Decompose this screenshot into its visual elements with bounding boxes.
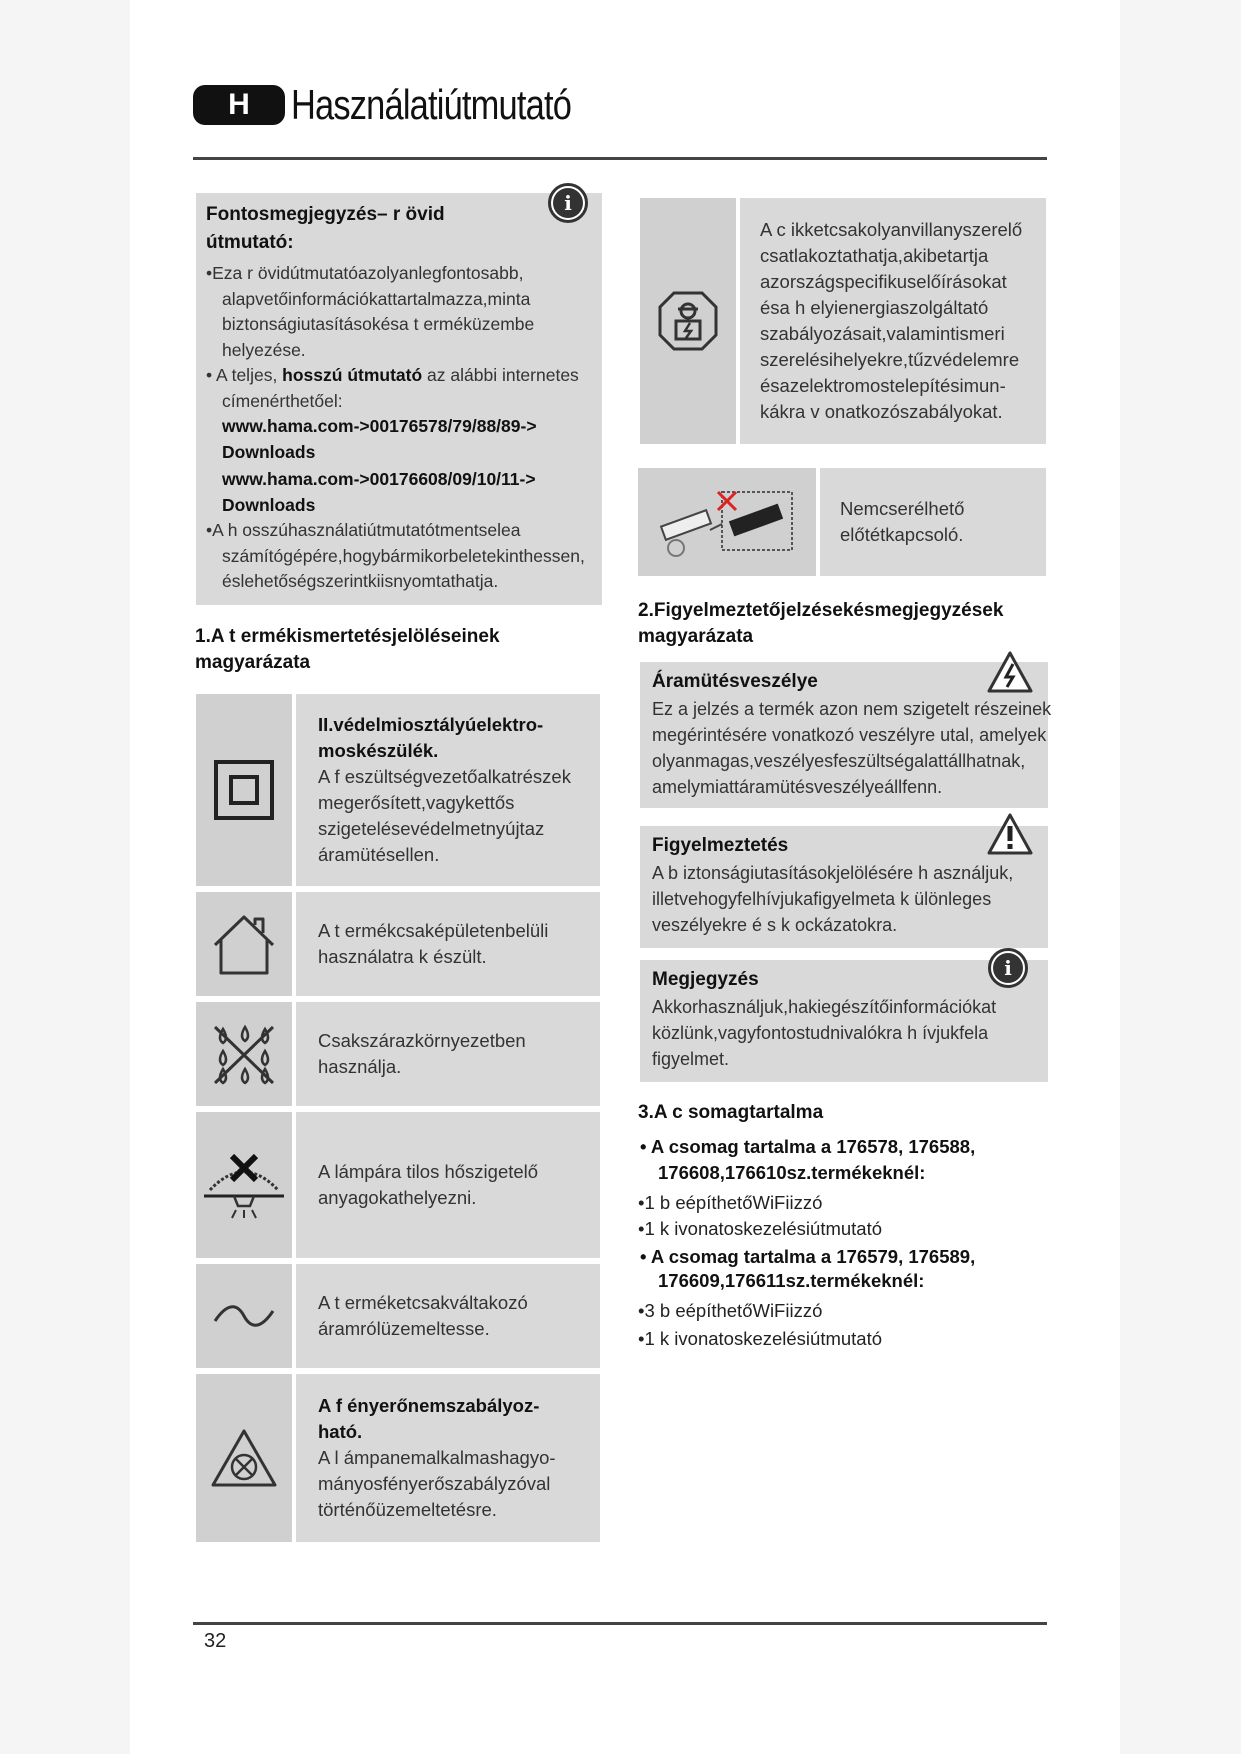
page-title: Használatiútmutató [291,81,572,128]
note-line: alapvetőinformációkattartalmazza,minta [222,288,531,309]
manual-link-1-downloads: Downloads [222,441,316,462]
no-water-drops-icon [196,1002,292,1106]
row-text: használja. [318,1056,402,1077]
header-divider [193,157,1047,160]
note-title-line-2: útmutató: [206,232,294,253]
language-badge: H [193,85,285,125]
block-text: A c ikketcsakolyanvillanyszerelő [760,219,1023,240]
row-text: szigetelésevédelmetnyújtaz [318,818,545,839]
note-line: számítógépére,hogybármikorbeletekinthessen, [222,545,585,566]
note-line: •Eza r övidútmutatóazolyanlegfontosabb, [206,263,524,283]
package-group-1-title-cont: 176608,176610sz.termékeknél: [658,1162,926,1183]
warning-title: Figyelmeztetés [652,835,789,856]
section-1-title: 1.A t ermékismertetésjelöléseinek magyarázata [195,626,500,673]
manual-link-2[interactable]: www.hama.com->00176608/09/10/11-> [222,469,536,489]
header [193,81,633,128]
important-note-box [196,193,602,605]
non-replaceable-ballast-icon [638,468,816,576]
package-item: •3 b eépíthetőWiFiizzó [638,1300,823,1321]
ballast-info-block [638,468,1046,576]
row-text: mányosfényerőszabályzóval [318,1473,551,1494]
package-group-2-title-cont: 176609,176611sz.termékeknél: [658,1270,925,1291]
row-text: anyagokathelyezni. [318,1187,477,1208]
warning-text: A b iztonságiutasításokjelölésére h asználjuk, [652,863,1014,883]
shock-text: olyanmagas,veszélyesfeszültségalattállhatnak, [652,751,1026,771]
remark-box [640,960,1048,1082]
not-dimmable-icon [196,1374,292,1542]
note-line: biztonságiutasításokésa t erméküzembe [222,314,535,334]
row-text: A t erméketcsakváltakozó [318,1292,528,1313]
block-text: előtétkapcsoló. [840,524,964,545]
section-2-title: 2.Figyelmeztetőjelzésekésmegjegyzések magyarázata [638,600,1004,647]
note-line: éslehetőségszerintkiisnyomtathatja. [222,571,499,591]
block-text: kákra v onatkozószabályokat. [760,401,1003,422]
row-text: A l ámpanemalkalmashagyo- [318,1447,556,1468]
symbol-row-indoor-use [196,892,600,996]
row-title: ható. [318,1421,363,1442]
symbol-row-dry-environment [196,1002,600,1106]
remark-info-icon: i [988,948,1028,988]
remark-title: Megjegyzés [652,969,759,990]
block-text: Nemcserélhető [840,498,965,519]
package-item: •1 k ivonatoskezelésiútmutató [638,1218,883,1239]
block-text: csatlakoztathatja,akibetartja [760,245,989,266]
electrician-icon [640,198,736,444]
row-text: Csakszárazkörnyezetben [318,1030,526,1051]
row-text: A lámpára tilos hőszigetelő [318,1161,539,1182]
row-title: A f ényerőnemszabályoz- [318,1395,540,1416]
remark-text: Akkorhasználjuk,hakiegészítőinformációkat [652,997,997,1017]
block-text: szabályozásait,valamintismeri [760,323,1005,344]
note-line: címenérthetőel: [222,390,343,411]
row-text: A f eszültségvezetőalkatrészek [318,766,571,787]
note-line: helyezése. [222,339,306,360]
package-group-2-title: • A csomag tartalma a 176579, 176589, [640,1246,976,1267]
shock-text: amelymiattáramütésveszélyeállfenn. [652,777,943,797]
shock-text: Ez a jelzés a termék azon nem szigetelt részeinek [652,699,1052,719]
remark-text: figyelmet. [652,1049,730,1069]
warning-text: illetvehogyfelhívjukafigyelmeta k ülönleges [652,889,992,909]
info-icon: i [548,183,588,223]
row-title: II.védelmiosztályúelektro- [318,714,544,735]
section-3-title: 3.A c somagtartalma [638,1102,824,1123]
row-text: megerősített,vagykettős [318,792,515,813]
alternating-current-icon [196,1264,292,1368]
package-group-1-title: • A csomag tartalma a 176578, 176588, [640,1136,976,1157]
remark-text: közlünk,vagyfontostudnivalókra h ívjukfela [652,1023,989,1043]
row-title: moskészülék. [318,740,439,761]
block-text: szerelésihelyekre,tűzvédelemre [760,349,1020,370]
shock-title: Áramütésveszélye [652,671,818,692]
house-icon [196,892,292,996]
row-text: áramütésellen. [318,844,440,865]
row-text: A t ermékcsaképületenbelüli [318,920,549,941]
exclamation-warning-icon [986,812,1034,861]
footer-divider [193,1622,1047,1625]
shock-text: megérintésére vonatkozó veszélyre utal, amelyek [652,725,1047,745]
electrician-info-block [640,198,1046,444]
warning-text: veszélyekre é s k ockázatokra. [652,915,898,935]
note-title-line-1: Fontosmegjegyzés– r övid [206,204,445,225]
manual-link-2-downloads: Downloads [222,494,316,515]
double-square-icon [196,694,292,886]
package-item: •1 b eépíthetőWiFiizzó [638,1192,823,1213]
symbol-row-no-insulation [196,1112,600,1258]
note-line: •A h osszúhasználatiútmutatótmentselea [206,520,521,540]
manual-link-1[interactable]: www.hama.com->00176578/79/88/89-> [222,416,537,436]
block-text: ésazelektromostelepítésimun- [760,375,1006,396]
symbol-row-protection-class-2 [196,694,600,886]
symbol-row-ac-only [196,1264,600,1368]
high-voltage-warning-icon [986,650,1034,699]
block-text: ésa h elyienergiaszolgáltató [760,297,989,318]
note-line: • A teljes, hosszú útmutató az alábbi internetes [206,365,579,385]
symbol-row-not-dimmable [196,1374,600,1542]
no-insulation-cover-icon [196,1112,292,1258]
page-number: 32 [204,1630,227,1652]
block-text: azországspecifikuselőírásokat [760,271,1007,292]
row-text: áramrólüzemeltesse. [318,1318,490,1339]
package-item: •1 k ivonatoskezelésiútmutató [638,1328,883,1349]
row-text: használatra k észült. [318,946,487,967]
row-text: történőüzemeltetésre. [318,1499,497,1520]
